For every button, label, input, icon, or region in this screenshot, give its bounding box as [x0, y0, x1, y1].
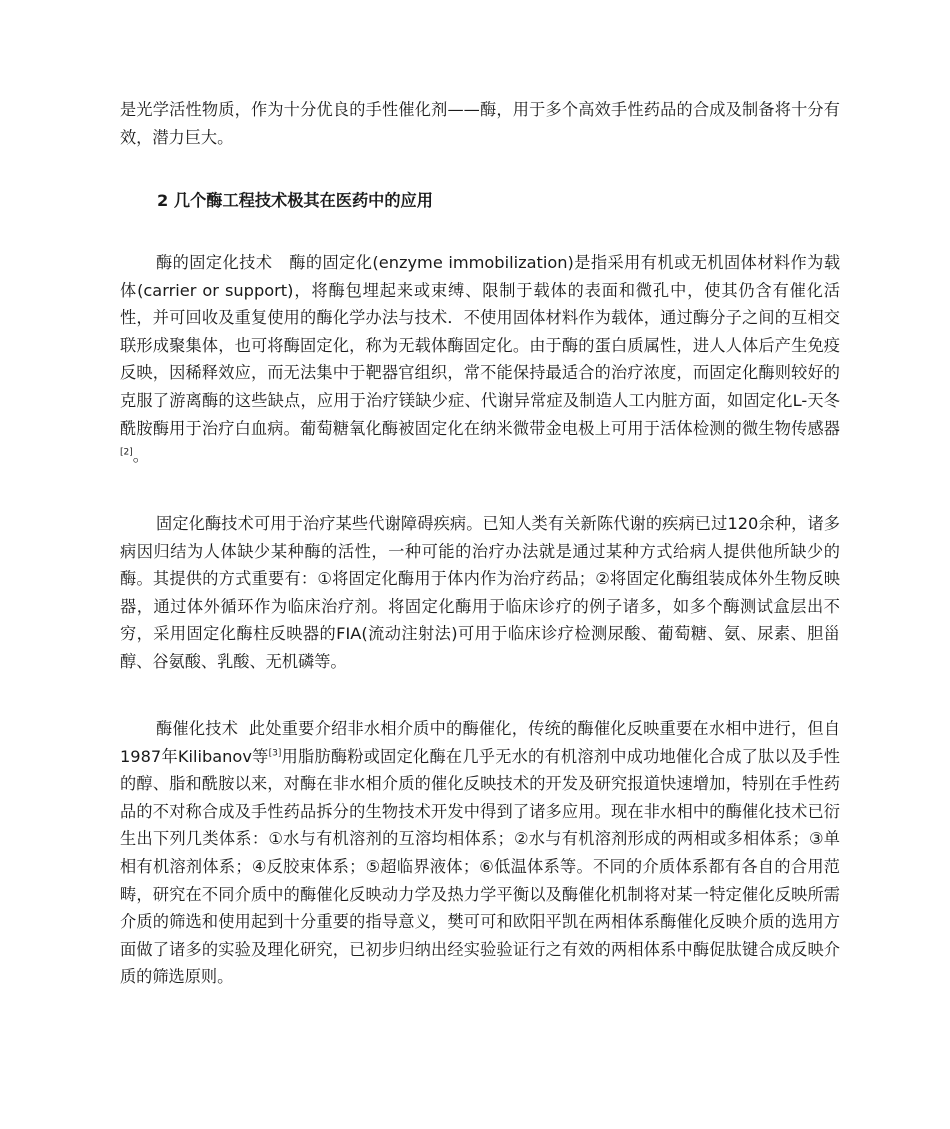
paragraph-body-continued: 用脂肪酶粉或固定化酶在几乎无水的有机溶剂中成功地催化合成了肽以及手性的醇、脂和酰胺以来，对酶在非水相介质的催化反映技术的开发及研究报道快速增加，特别在手性药品的不对称合成及手性药品拆分的生物技术开发中得到了诸多应用。现在非水相中的酶催化技术已衍生出下列几类体系：①水与有机溶剂的互溶均相体系；②水与有机溶剂形成的两相或多相体系；③单相有机溶剂体系；④反胶束体系；⑤超临界液体；⑥低温体系等。不同的介质体系都有各自的合用范畴，研究在不同介质中的酶催化反映动力学及热力学平衡以及酶催化机制将对某一特定催化反映所需介质的筛选和使用起到十分重要的指导意义，樊可可和欧阳平凯在两相体系酶催化反映介质的选用方面做了诸多的实验及理化研究，已初步归纳出经实验验证行之有效的两相体系中酶促肽键合成反映介质的筛选原则。	[120, 746, 840, 987]
paragraph-body: 此处重要介绍非水相介质中的酶催化，传统的酶催化反映重要在水相中进行，但自1987年Kilibanov等	[120, 719, 841, 766]
reference-marker: [2]	[120, 447, 133, 458]
intro-paragraph: 是光学活性物质，作为十分优良的手性催化剂——酶，用于多个高效手性药品的合成及制备将十分有效，潜力巨大。	[120, 100, 840, 147]
paragraph-body: 酶的固定化(enzyme immobilization)是指采用有机或无机固体材料作为载体(carrier or support)，将酶包埋起来或束缚、限制于载体的表面和微孔中，使其仍含有催化活性，并可回收及重复使用的酶化学办法与技术．不使用固体材料作为载体，通过酶分子之间的互相交联形成聚集体，也可将酶固定化，称为无载体酶固定化。由于酶的蛋白质属性，进人人体后产生免疫反映，因稀释效应，而无法集中于靶器官组织，常不能保持最适合的治疗浓度，而固定化酶则较好的克服了游离酶的这些缺点，应用于治疗镁缺少症、代谢异常症及制造人工内脏方面，如固定化L-天冬酰胺酶用于治疗白血病。葡萄糖氧化酶被固定化在纳米微带金电极上可用于活体检测的微生物传感器	[120, 253, 841, 438]
paragraph-lead: 酶的固定化技术	[156, 253, 273, 272]
paragraph-enzyme-catalysis	[120, 715, 840, 991]
paragraph-immobilization	[120, 249, 840, 470]
section-heading: 2 几个酶工程技术极其在医药中的应用	[157, 191, 433, 210]
paragraph-immobilized-enzyme-therapy: 固定化酶技术可用于治疗某些代谢障碍疾病。已知人类有关新陈代谢的疾病已过120余种，诸多病因归结为人体缺少某种酶的活性，一种可能的治疗办法就是通过某种方式给病人提供他所缺少的酶。其提供的方式重要有：①将固定化酶用于体内作为治疗药品；②将固定化酶组装成体外生物反映器，通过体外循环作为临床治疗剂。将固定化酶用于临床诊疗的例子诸多，如多个酶测试盒层出不穷，采用固定化酶柱反映器的FIA(流动注射法)可用于临床诊疗检测尿酸、葡萄糖、氨、尿素、胆甾醇、谷氨酸、乳酸、无机磷等。	[120, 514, 840, 671]
paragraph-lead: 酶催化技术	[156, 719, 239, 738]
reference-marker: [3]	[268, 748, 282, 759]
paragraph-tail: 。	[132, 446, 149, 466]
